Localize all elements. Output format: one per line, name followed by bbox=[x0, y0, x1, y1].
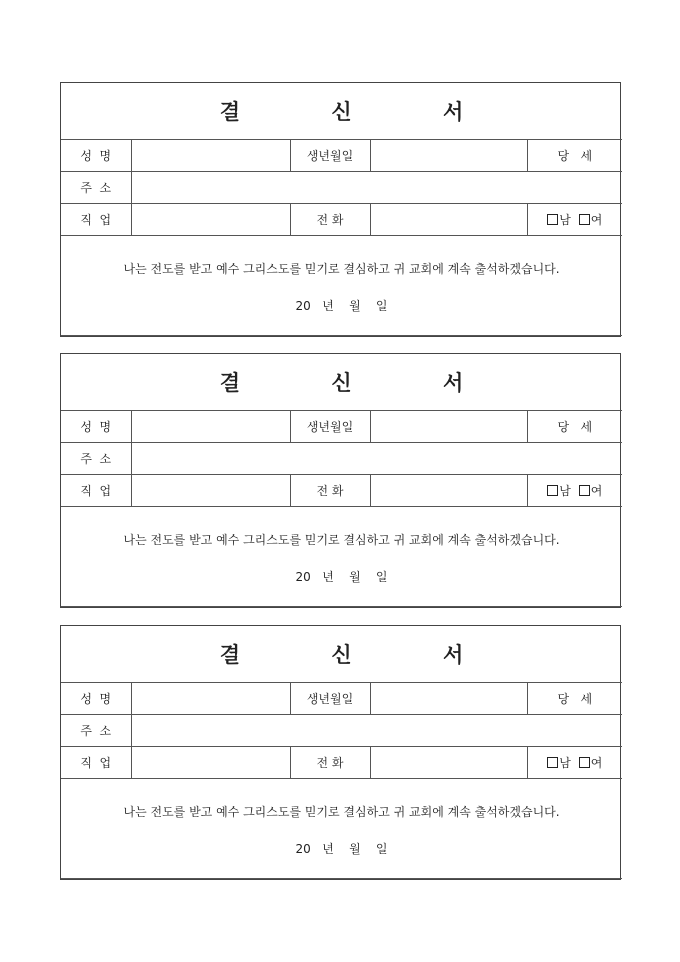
title-cell bbox=[61, 626, 622, 682]
gender-male-option[interactable] bbox=[547, 484, 571, 498]
declaration-text: 나는 전도를 받고 예수 그리스도를 믿기로 결심하고 귀 교회에 계속 출석하겠습니다. bbox=[123, 532, 560, 547]
address-field[interactable] bbox=[131, 714, 622, 746]
name-label: 성 명 bbox=[61, 139, 131, 171]
declaration-cell bbox=[61, 506, 622, 606]
title-cell bbox=[61, 354, 622, 410]
gender-options bbox=[527, 203, 622, 235]
female-label: 여 bbox=[590, 212, 603, 227]
male-label: 남 bbox=[559, 755, 571, 770]
form-title: 결 신 서 bbox=[219, 369, 506, 395]
age-field[interactable]: 당 세 bbox=[527, 682, 622, 714]
gender-female-option[interactable] bbox=[579, 213, 603, 227]
female-checkbox[interactable] bbox=[579, 757, 590, 768]
address-label: 주 소 bbox=[61, 171, 131, 203]
declaration-text: 나는 전도를 받고 예수 그리스도를 믿기로 결심하고 귀 교회에 계속 출석하겠습니다. bbox=[123, 261, 560, 276]
name-label: 성 명 bbox=[61, 410, 131, 442]
gender-female-option[interactable] bbox=[579, 484, 603, 498]
address-label: 주 소 bbox=[61, 442, 131, 474]
address-field[interactable] bbox=[131, 171, 622, 203]
title-cell bbox=[61, 83, 622, 139]
declaration-cell bbox=[61, 778, 622, 878]
male-label: 남 bbox=[559, 212, 571, 227]
birthdate-label: 생년월일 bbox=[290, 682, 370, 714]
birthdate-label: 생년월일 bbox=[290, 410, 370, 442]
birthdate-field[interactable] bbox=[370, 139, 527, 171]
male-checkbox[interactable] bbox=[547, 757, 558, 768]
occupation-field[interactable] bbox=[131, 203, 290, 235]
declaration-text: 나는 전도를 받고 예수 그리스도를 믿기로 결심하고 귀 교회에 계속 출석하겠습니다. bbox=[123, 804, 560, 819]
address-label: 주 소 bbox=[61, 714, 131, 746]
form-title: 결 신 서 bbox=[219, 98, 506, 124]
form-table bbox=[61, 354, 622, 607]
commitment-form-3 bbox=[60, 625, 621, 880]
age-field[interactable]: 당 세 bbox=[527, 139, 622, 171]
phone-label: 전 화 bbox=[290, 746, 370, 778]
occupation-field[interactable] bbox=[131, 746, 290, 778]
gender-options bbox=[527, 474, 622, 506]
commitment-form-2 bbox=[60, 353, 621, 608]
phone-label: 전 화 bbox=[290, 203, 370, 235]
name-label: 성 명 bbox=[61, 682, 131, 714]
occupation-label: 직 업 bbox=[61, 474, 131, 506]
male-label: 남 bbox=[559, 483, 571, 498]
address-field[interactable] bbox=[131, 442, 622, 474]
gender-options bbox=[527, 746, 622, 778]
female-checkbox[interactable] bbox=[579, 214, 590, 225]
occupation-label: 직 업 bbox=[61, 203, 131, 235]
phone-field[interactable] bbox=[370, 474, 527, 506]
female-checkbox[interactable] bbox=[579, 485, 590, 496]
gender-female-option[interactable] bbox=[579, 756, 603, 770]
date-line: 20 년 월 일 bbox=[295, 841, 388, 856]
date-line: 20 년 월 일 bbox=[295, 569, 388, 584]
male-checkbox[interactable] bbox=[547, 214, 558, 225]
name-field[interactable] bbox=[131, 139, 290, 171]
phone-field[interactable] bbox=[370, 746, 527, 778]
occupation-field[interactable] bbox=[131, 474, 290, 506]
date-line: 20 년 월 일 bbox=[295, 298, 388, 313]
commitment-form-1 bbox=[60, 82, 621, 337]
form-title: 결 신 서 bbox=[219, 641, 506, 667]
declaration-cell bbox=[61, 235, 622, 335]
name-field[interactable] bbox=[131, 682, 290, 714]
occupation-label: 직 업 bbox=[61, 746, 131, 778]
birthdate-field[interactable] bbox=[370, 410, 527, 442]
form-table bbox=[61, 626, 622, 879]
male-checkbox[interactable] bbox=[547, 485, 558, 496]
phone-field[interactable] bbox=[370, 203, 527, 235]
form-table bbox=[61, 83, 622, 336]
age-field[interactable]: 당 세 bbox=[527, 410, 622, 442]
gender-male-option[interactable] bbox=[547, 756, 571, 770]
phone-label: 전 화 bbox=[290, 474, 370, 506]
birthdate-label: 생년월일 bbox=[290, 139, 370, 171]
female-label: 여 bbox=[590, 755, 603, 770]
gender-male-option[interactable] bbox=[547, 213, 571, 227]
female-label: 여 bbox=[590, 483, 603, 498]
name-field[interactable] bbox=[131, 410, 290, 442]
birthdate-field[interactable] bbox=[370, 682, 527, 714]
